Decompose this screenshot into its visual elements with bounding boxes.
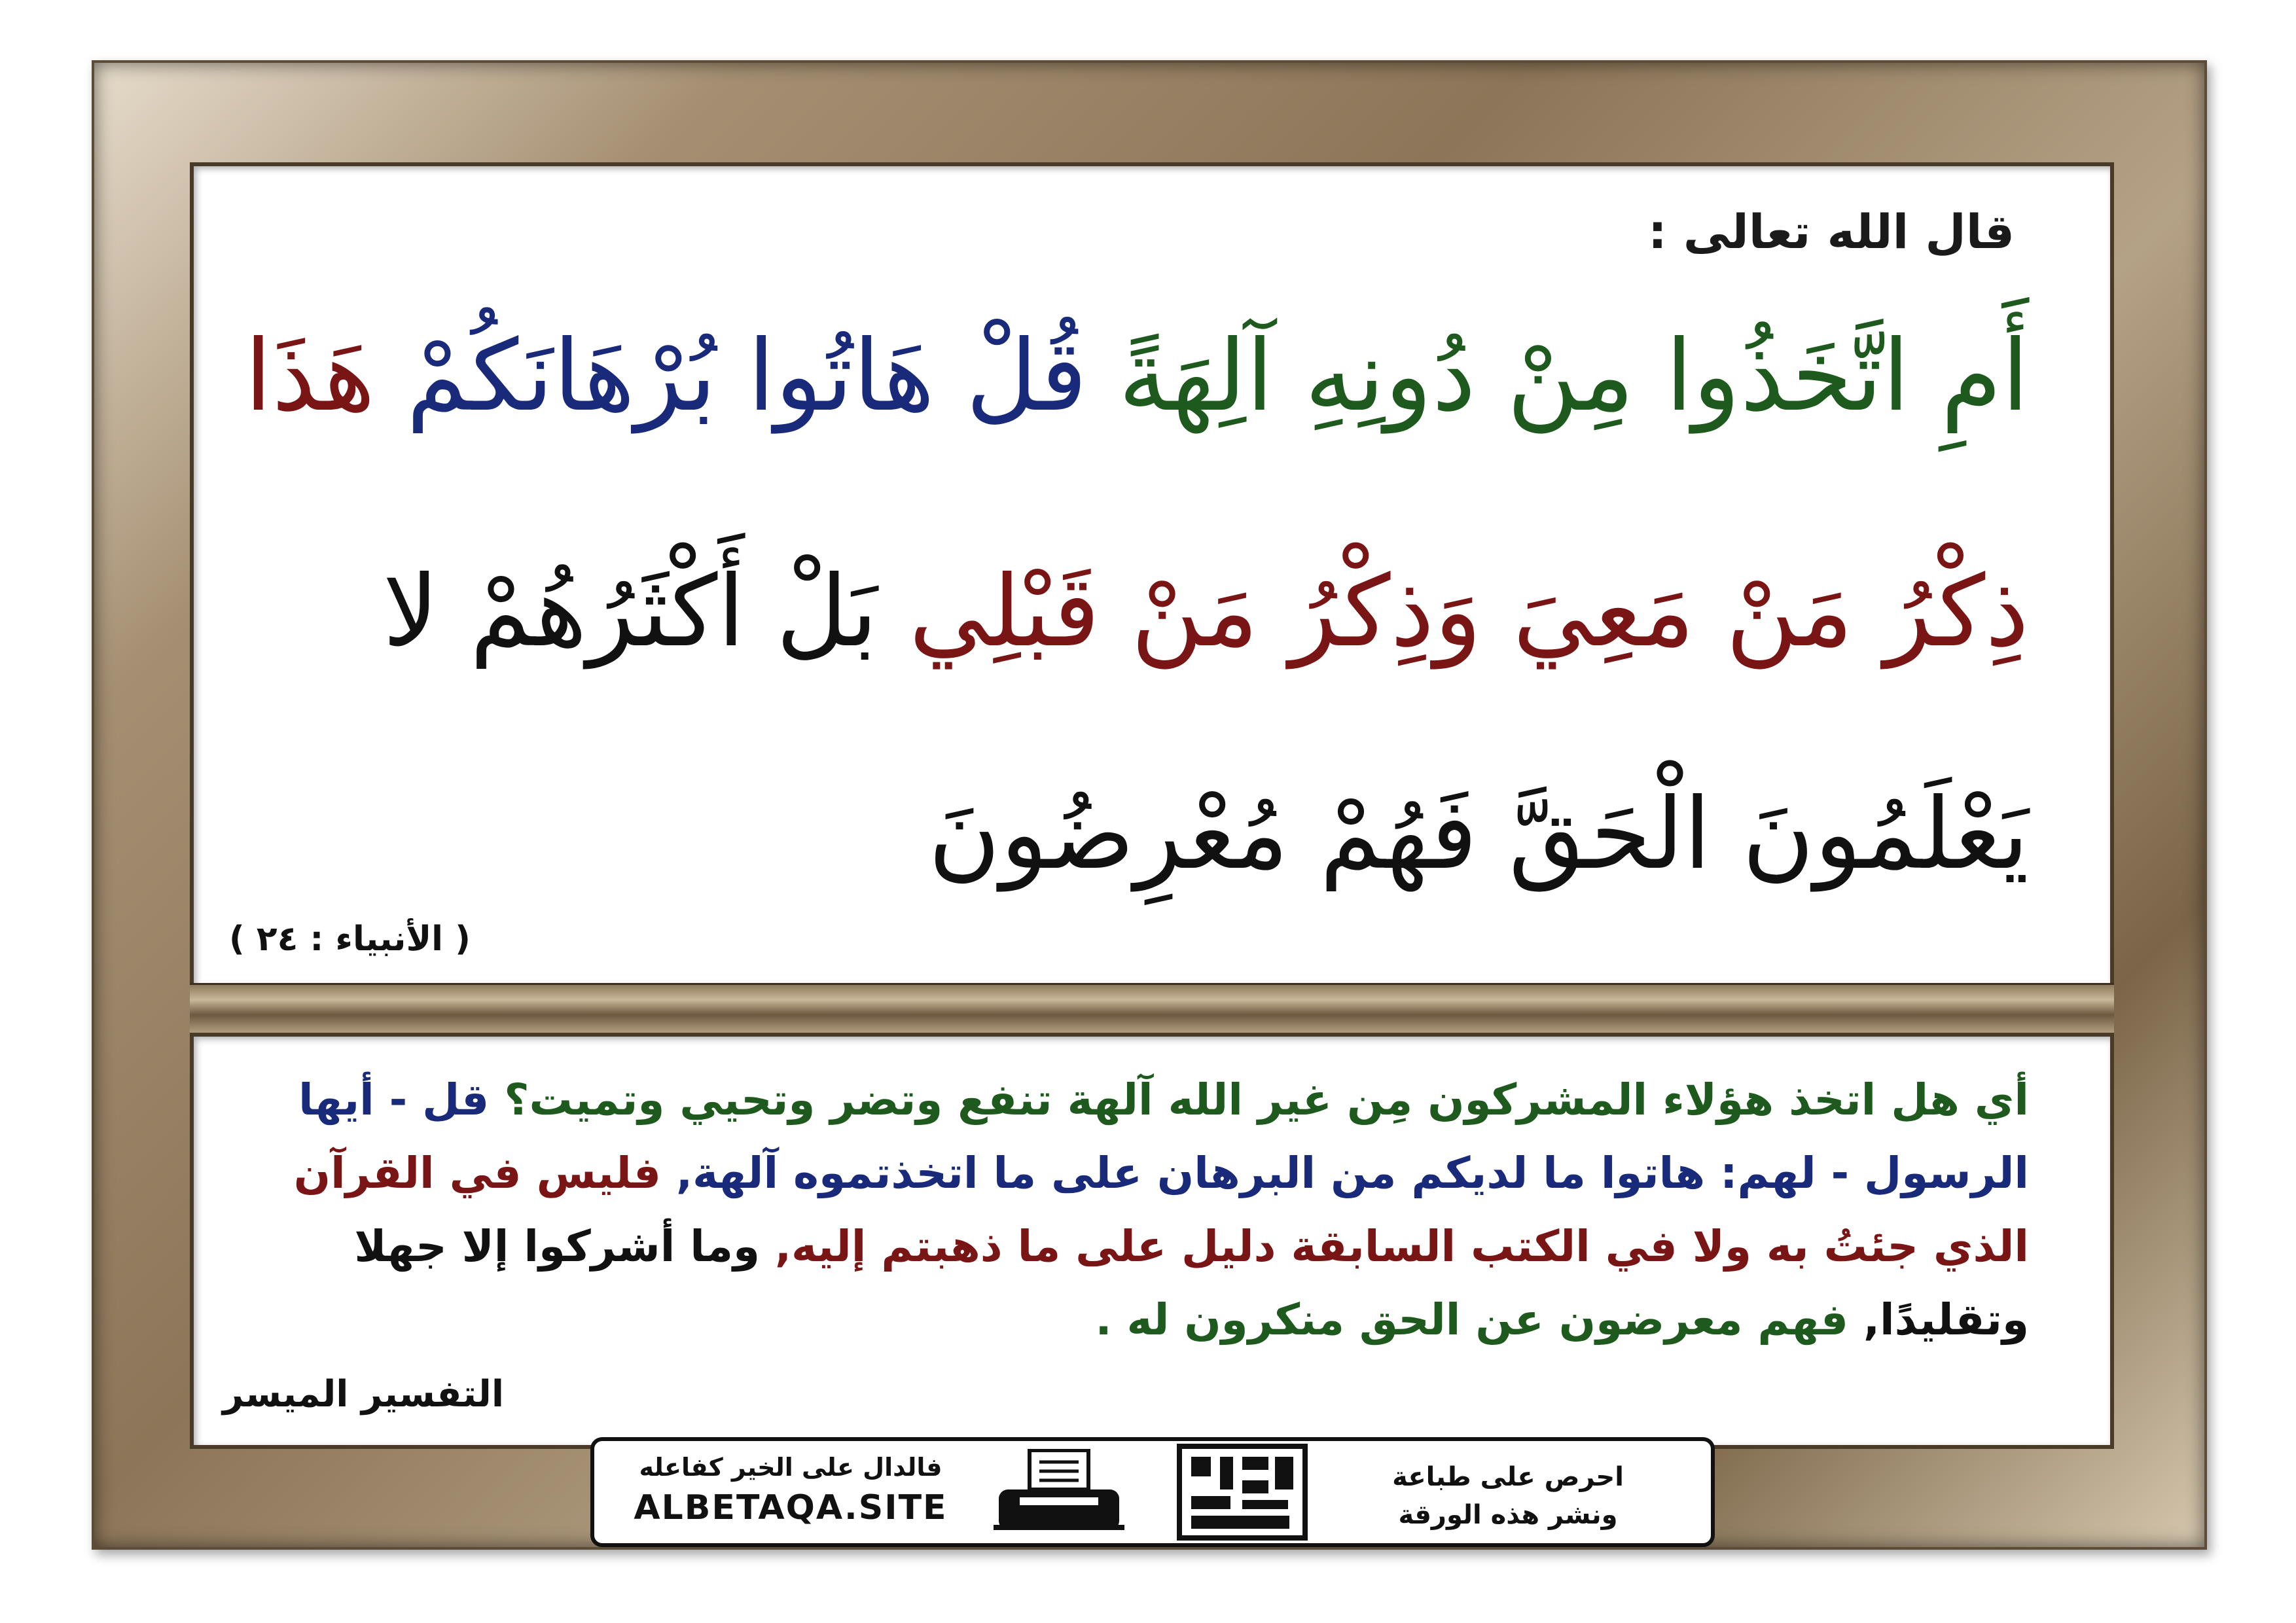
printer-icon [994,1449,1124,1534]
verse-line-3 [255,777,2029,891]
verse-reference: ( الأنبياء : ٢٤ ) [229,919,471,959]
footer-proverb: فالدال على الخير كفاعله [639,1453,942,1482]
footer-right-box [1344,1458,1672,1534]
tafsir-segment: الرسول - لهم: هاتوا ما لديكم من البرهان على ما اتخذتموه آلهة, [661,1148,2029,1198]
tafsir-segment: وتقليدًا, [1848,1294,2029,1345]
tafsir-line-2 [268,1137,2029,1210]
tafsir-segment: وما أشركوا إلا جهلا [354,1221,760,1272]
tafsir-source: التفسير الميسر [223,1373,505,1416]
verse-segment: يَعْلَمُونَ الْحَقَّ فَهُمْ مُعْرِضُونَ [928,777,2029,891]
footer-call-2: ونشر هذه الورقة [1398,1500,1618,1530]
verse-segment: قُلْ هَاتُوا بُرْهَانَكُمْ [375,319,1088,433]
footer-left-box [607,1453,974,1527]
tafsir-segment: فليس في القرآن [293,1148,662,1198]
verse-segment: أَمِ اتَّخَذُوا مِنْ دُونِهِ آلِهَةً [1087,319,2029,433]
verse-line-2 [255,555,2029,669]
page-title: قال الله تعالى : [1647,204,2015,259]
site-link[interactable]: ALBETAQA.SITE [634,1488,948,1527]
footer-call-1: احرص على طباعة [1392,1462,1624,1492]
tafsir-segment: قل - أيها [298,1075,490,1125]
tafsir-segment: أي هل اتخذ هؤلاء المشركون مِن غير الله آلهة تنفع وتضر وتحيي وتميت؟ [489,1075,2029,1125]
verse-segment: ذِكْرُ مَنْ مَعِيَ وَذِكْرُ مَنْ قَبْلِي [878,555,2029,669]
verse-segment: بَلْ أَكْثَرُهُمْ لا [382,555,878,669]
logo-icon [1170,1441,1314,1543]
tafsir-line-1 [268,1063,2029,1137]
tafsir-segment: فهم معرضون عن الحق منكرون له . [1095,1294,1848,1345]
tafsir-line-3 [268,1210,2029,1283]
frame-divider [190,983,2114,1037]
verse-segment: هَذَا [244,319,376,433]
footer-banner [590,1437,1715,1547]
tafsir-segment: الذي جئتُ به ولا في الكتب السابقة دليل على ما ذهبتم إليه, [759,1221,2029,1272]
tafsir-line-4 [268,1283,2029,1357]
verse-line-1 [244,319,2029,433]
